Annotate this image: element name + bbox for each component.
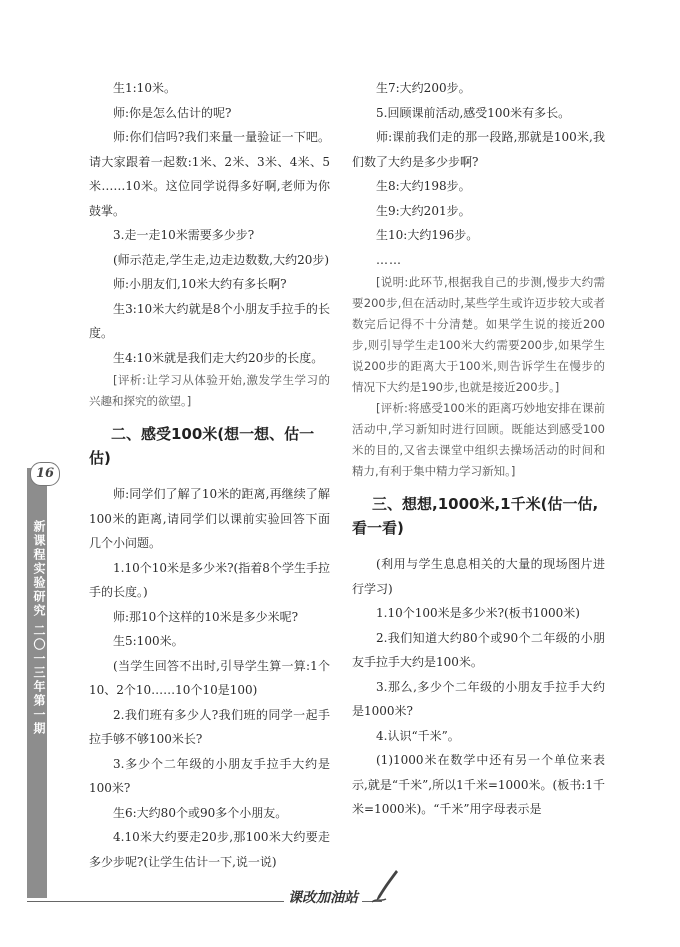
right-column	[352, 76, 605, 822]
paragraph: 1.10个10米是多少米?(指着8个学生手拉手的长度。)	[89, 560, 330, 599]
paragraph: 师:同学们了解了10米的距离,再继续了解100米的距离,请同学们以课前实验回答下面几个小问题。	[89, 487, 330, 550]
paragraph: (当学生回答不出时,引导学生算一算:1个10、2个10……10个10是100)	[89, 658, 330, 697]
paragraph: 3.走一走10米需要多少步?	[113, 228, 255, 242]
paragraph: 生4:10米就是我们走大约20步的长度。	[113, 350, 324, 365]
paragraph: 生9:大约201步。	[376, 203, 471, 218]
paragraph: 2.我们班有多少人?我们班的同学一起手拉手够不够100米长?	[89, 707, 330, 746]
paragraph: 5.回顾课前活动,感受100米有多长。	[376, 105, 571, 120]
left-column	[89, 76, 330, 874]
commentary-note: [评析:让学习从体验开始,激发学生学习的兴趣和探究的欲望。]	[89, 373, 330, 408]
journal-side-label: 新课程实验研究 二〇一三年第一期	[32, 520, 46, 737]
paragraph: 师:你们信吗?我们来量一量验证一下吧。请大家跟着一起数:1米、2米、3米、4米、5米……10米。这位同学说得多好啊,老师为你鼓掌。	[89, 130, 330, 218]
paragraph: 师:小朋友们,10米大约有多长啊?	[113, 277, 287, 291]
footer-label: 课改加油站	[284, 887, 362, 907]
paragraph: 生3:10米大约就是8个小朋友手拉手的长度。	[89, 301, 330, 340]
paragraph: 生5:100米。	[113, 634, 184, 648]
paragraph: 生7:大约200步。	[376, 81, 471, 95]
paragraph: 师:那10个这样的10米是多少米呢?	[113, 609, 299, 624]
commentary-note: [说明:此环节,根据我自己的步测,慢步大约需要200步,但在活动时,某些学生或许迈步较大或者数完后记得不十分清楚。如果学生说的接近200步,则引导学生走100米大约需要200步,如果学生说200步的距离大于100米,则告诉学生在慢步的情况下大约是190步,也就是接近200步。]	[352, 275, 605, 394]
commentary-note: [评析:将感受100米的距离巧妙地安排在课前活动中,学习新知时进行回顾。既能达到感受100米的目的,又省去课堂中组织去操场活动的时间和精力,有利于集中精力学习新知。]	[352, 401, 605, 478]
paragraph: (师示范走,学生走,边走边数数,大约20步)	[113, 252, 330, 267]
pen-icon	[370, 868, 400, 904]
page-number: 16	[30, 462, 60, 486]
ellipsis-line: ……	[376, 252, 402, 267]
section-heading: 二、感受100米(想一想、估一估)	[89, 425, 315, 467]
paragraph: (利用与学生息息相关的大量的现场图片进行学习)	[352, 557, 605, 596]
paragraph: (1)1000米在数学中还有另一个单位来表示,就是“千米”,所以1千米=1000米。(板书:1千米=1000米)。“千米”用字母表示是	[352, 753, 605, 816]
paragraph: 生10:大约196步。	[376, 228, 479, 242]
section-heading: 三、想想,1000米,1千米(估一估,看一看)	[352, 495, 599, 537]
paragraph: 生6:大约80个或90多个小朋友。	[113, 805, 288, 820]
paragraph: 生8:大约198步。	[376, 179, 471, 193]
paragraph: 4.认识“千米”。	[376, 728, 460, 743]
paragraph: 4.10米大约要走20步,那100米大约要走多少步呢?(让学生估计一下,说一说)	[89, 830, 330, 869]
paragraph: 3.那么,多少个二年级的小朋友手拉手大约是1000米?	[352, 679, 605, 718]
paragraph: 生1:10米。	[113, 81, 176, 95]
paragraph: 2.我们知道大约80个或90个二年级的小朋友手拉手大约是100米。	[352, 630, 605, 669]
paragraph: 1.10个100米是多少米?(板书1000米)	[376, 606, 580, 620]
paragraph: 师:你是怎么估计的呢?	[113, 105, 232, 120]
paragraph: 师:课前我们走的那一段路,那就是100米,我们数了大约是多少步啊?	[352, 130, 605, 169]
paragraph: 3.多少个二年级的小朋友手拉手大约是100米?	[89, 756, 330, 795]
